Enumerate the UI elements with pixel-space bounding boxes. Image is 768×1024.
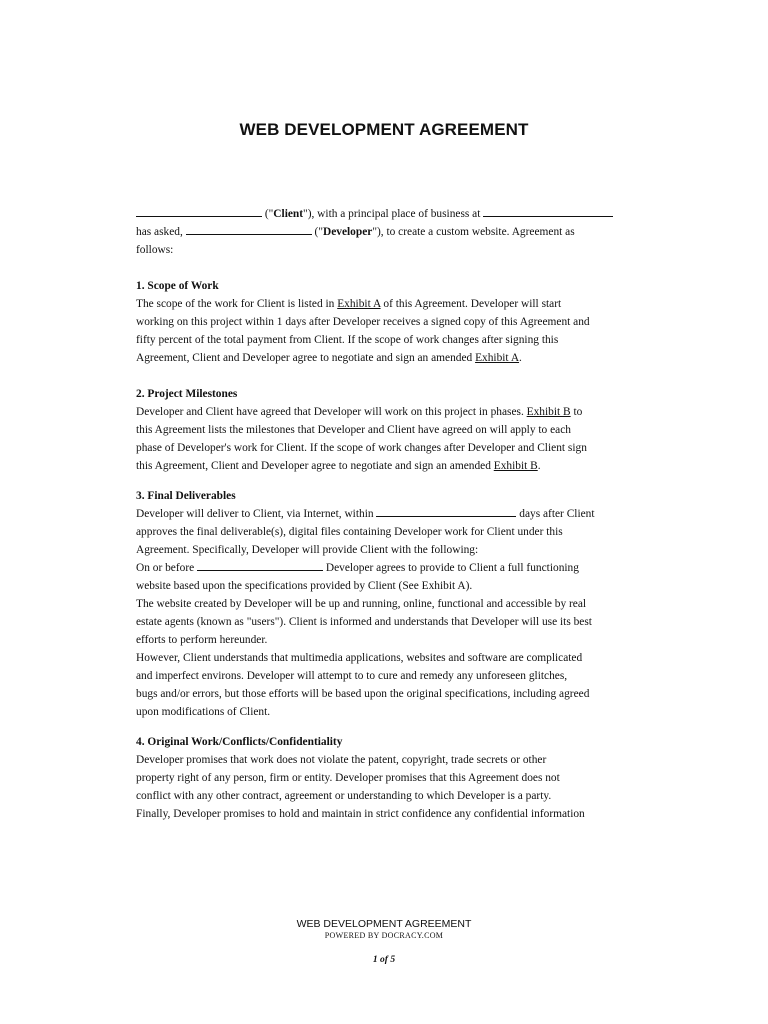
section-2-heading: 2. Project Milestones bbox=[136, 388, 238, 400]
section-1-line: Agreement, Client and Developer agree to negotiate and sign an amended Exhibit A. bbox=[136, 352, 522, 364]
section-3-line: The website created by Developer will be up and running, online, functional and accessible by real bbox=[136, 598, 587, 610]
section-3-line: approves the final deliverable(s), digital files containing Developer work for Client under this bbox=[136, 526, 563, 538]
exhibit-a-reference: Exhibit A bbox=[475, 352, 520, 364]
section-3-line: upon modifications of Client. bbox=[136, 706, 271, 718]
section-1-line: working on this project within 1 days after Developer receives a signed copy of this Agreement and bbox=[136, 316, 590, 328]
developer-name-blank bbox=[186, 223, 312, 235]
section-3-line: Agreement. Specifically, Developer will provide Client with the following: bbox=[136, 544, 479, 556]
section-3-line: efforts to perform hereunder. bbox=[136, 634, 268, 646]
section-1-heading: 1. Scope of Work bbox=[136, 280, 219, 292]
section-3-line: and imperfect environs. Developer will attempt to to cure and remedy any unforeseen glitches, bbox=[136, 670, 568, 682]
section-3-line: Developer will deliver to Client, via Internet, within days after Client bbox=[136, 505, 636, 523]
exhibit-a-reference: Exhibit A bbox=[337, 298, 381, 310]
section-1-line: The scope of the work for Client is listed in Exhibit A of this Agreement. Developer will start bbox=[136, 298, 562, 310]
delivery-days-blank bbox=[376, 505, 516, 517]
section-4-line: conflict with any other contract, agreement or understanding to which Developer is a party. bbox=[136, 790, 552, 802]
delivery-date-blank bbox=[197, 559, 323, 571]
document-body bbox=[136, 205, 636, 823]
section-4-line: Finally, Developer promises to hold and maintain in strict confidence any confidential information bbox=[136, 808, 585, 820]
section-3-line: On or before Developer agrees to provide to Client a full functioning bbox=[136, 559, 636, 577]
client-address-blank bbox=[483, 205, 613, 217]
section-2-line: this Agreement, Client and Developer agree to negotiate and sign an amended Exhibit B. bbox=[136, 460, 541, 472]
section-3-line: website based upon the specifications provided by Client (See Exhibit A). bbox=[136, 580, 473, 592]
exhibit-b-reference: Exhibit B bbox=[493, 460, 538, 472]
footer-powered-by: POWERED BY DOCRACY.COM bbox=[324, 931, 444, 940]
section-3-heading: 3. Final Deliverables bbox=[136, 490, 236, 502]
section-4-line: property right of any person, firm or entity. Developer promises that this Agreement does not bbox=[136, 772, 560, 784]
footer-title: WEB DEVELOPMENT AGREEMENT bbox=[296, 918, 472, 930]
section-4-line: Developer promises that work does not violate the patent, copyright, trade secrets or other bbox=[136, 754, 547, 766]
section-3-line: bugs and/or errors, but those efforts will be based upon the original specifications, including agreed bbox=[136, 688, 590, 700]
client-name-blank bbox=[136, 205, 262, 217]
section-4-heading: 4. Original Work/Conflicts/Confidentiality bbox=[136, 736, 343, 748]
section-2-line: Developer and Client have agreed that Developer will work on this project in phases. Exhibit B to bbox=[136, 406, 583, 418]
section-2-line: this Agreement lists the milestones that Developer and Client have agreed on will apply to each bbox=[136, 424, 571, 436]
section-3-line: estate agents (known as "users"). Client is informed and understands that Developer will use its best bbox=[136, 616, 592, 628]
exhibit-b-reference: Exhibit B bbox=[526, 406, 571, 418]
section-2-line: phase of Developer's work for Client. If the scope of work changes after Developer and Client sign bbox=[136, 442, 587, 454]
client-label: Client bbox=[273, 208, 304, 220]
developer-label: Developer bbox=[322, 226, 373, 238]
intro-line-2: has asked, ("Developer"), to create a custom website. Agreement as bbox=[136, 223, 636, 241]
section-1-line: fifty percent of the total payment from Client. If the scope of work changes after signing this bbox=[136, 334, 559, 346]
document-title: WEB DEVELOPMENT AGREEMENT bbox=[239, 120, 529, 139]
intro-line-1: ("Client"), with a principal place of business at bbox=[136, 205, 636, 223]
section-3-line: However, Client understands that multimedia applications, websites and software are complicated bbox=[136, 652, 583, 664]
page-number: 1 of 5 bbox=[372, 955, 396, 965]
intro-line-3: follows: bbox=[136, 244, 174, 256]
